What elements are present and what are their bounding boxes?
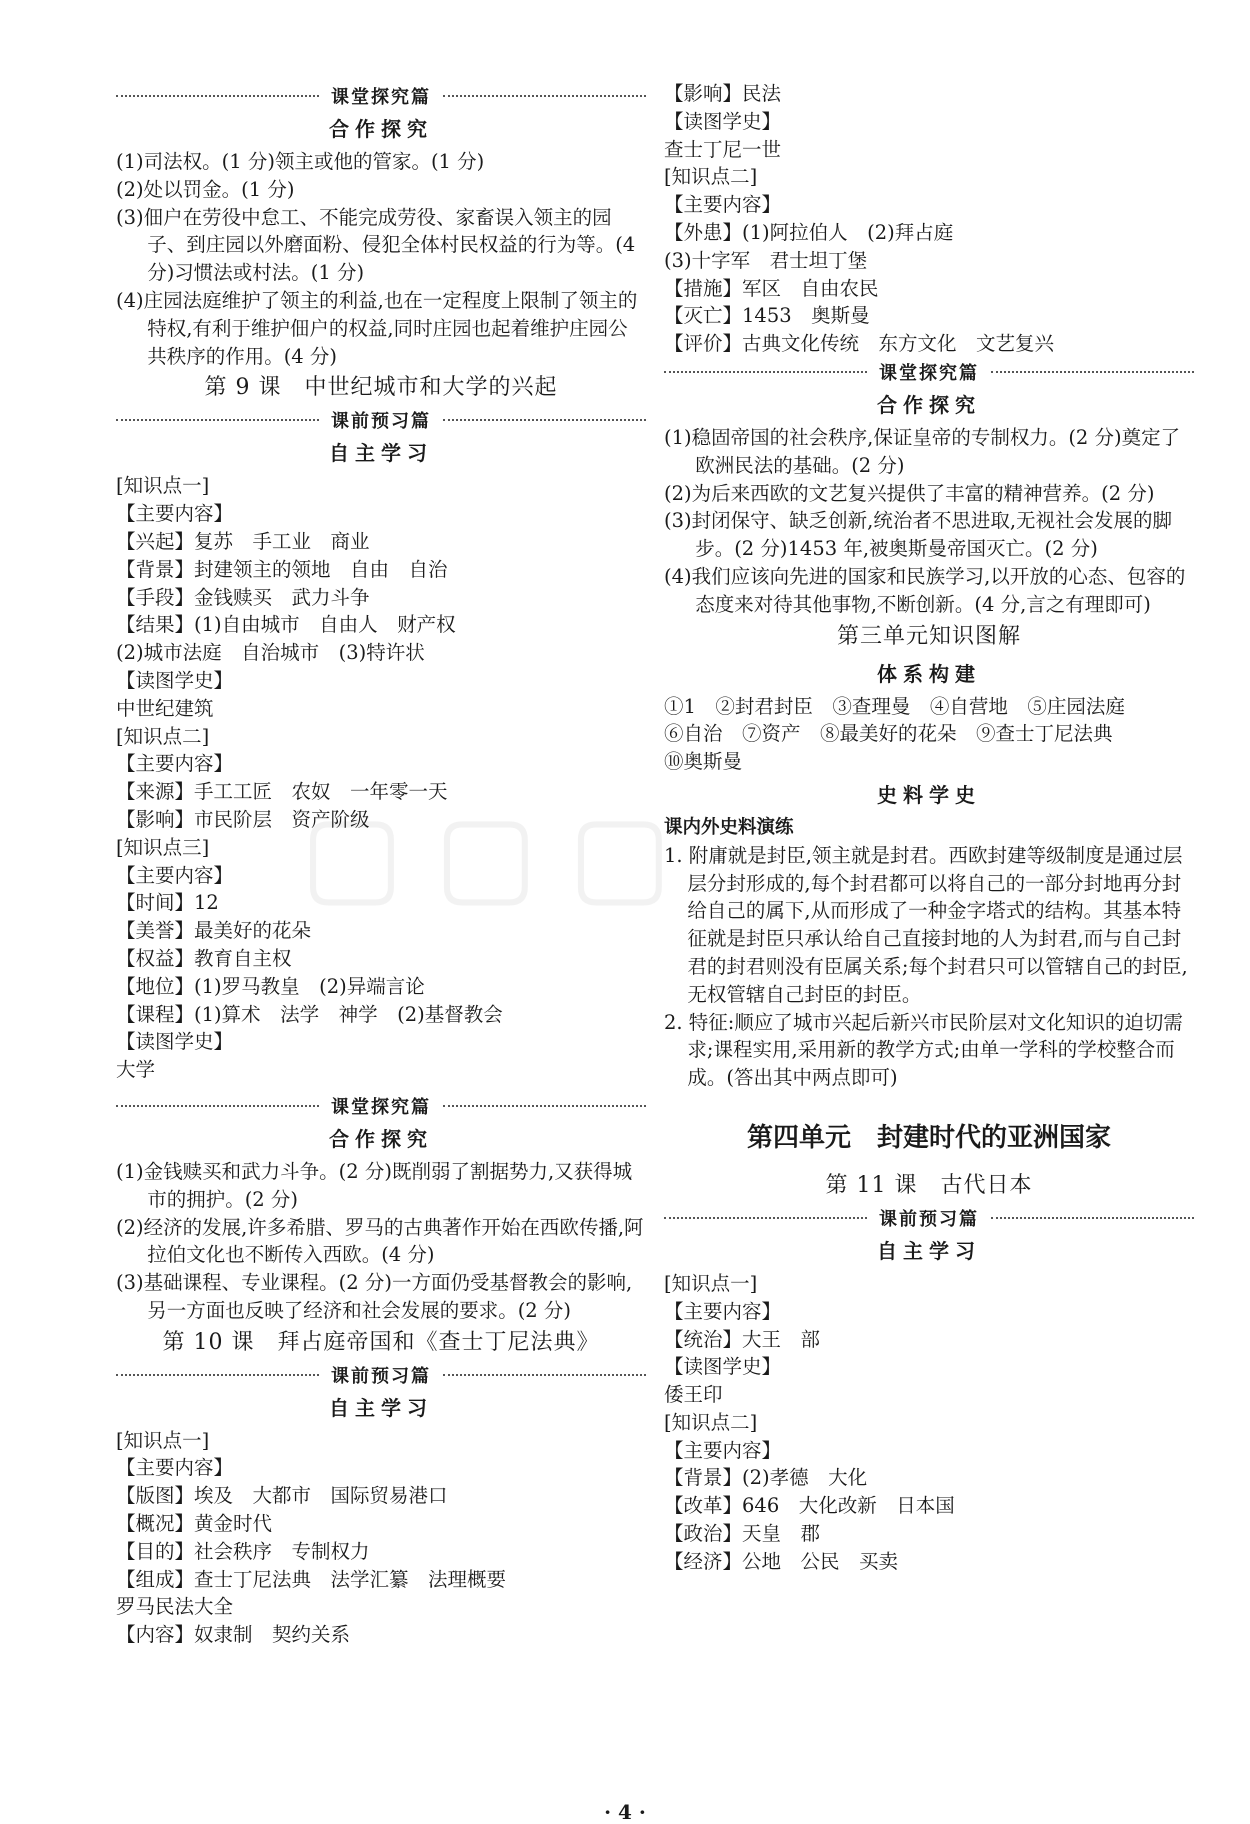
left-column <box>116 82 646 1649</box>
system-line: ⑥自治 ⑦资产 ⑧最美好的花朵 ⑨查士丁尼法典 <box>664 722 1113 746</box>
lesson-title: 第 11 课 古代日本 <box>825 1172 1033 1198</box>
drill-item: 2. 特征:顺应了城市兴起后新兴市民阶层对文化知识的迫切需求;课程实用,采用新的教学方式;由单一学科的学校整合而成。(答出其中两点即可) <box>664 1010 1183 1090</box>
list-item: 【课程】(1)算术 法学 神学 (2)基督教会 <box>116 1002 503 1026</box>
list-item: 【读图学史】 <box>116 1030 234 1054</box>
list-item: 【主要内容】 <box>664 1299 782 1323</box>
list-item: 【背景】(2)孝德 大化 <box>664 1466 868 1490</box>
list-item: 【主要内容】 <box>664 1438 782 1462</box>
answer-line: (3)佃户在劳役中怠工、不能完成劳役、家畜误入领主的园子、到庄园以外磨面粉、侵犯全体村民权益的行为等。(4 分)习惯法或村法。(1 分) <box>116 205 636 285</box>
drill-item: 1. 附庸就是封臣,领主就是封君。西欧封建等级制度是通过层层分封形成的,每个封君都可以将自己的一部分封地再分封给自己的属下,从而形成了一种金字塔式的结构。其基本特征就是封臣只承认给自己直接封地的人为封君,而与自己封君的封君则没有臣属关系;每个封君只可以管辖自己的封臣,无权管辖自己封臣的封臣。 <box>664 843 1188 1006</box>
answer-line: (3)基础课程、专业课程。(2 分)一方面仍受基督教会的影响,另一方面也反映了经济和社会发展的要求。(2 分) <box>116 1271 633 1322</box>
list-item: 【灭亡】1453 奥斯曼 <box>664 304 870 328</box>
system-line: ①1 ②封君封臣 ③查理曼 ④自营地 ⑤庄园法庭 <box>664 694 1125 718</box>
unit-diagram-title: 第三单元知识图解 <box>836 623 1021 649</box>
list-item: [知识点二] <box>664 165 758 189</box>
list-item: 【评价】古典文化传统 东方文化 文艺复兴 <box>664 332 1055 356</box>
list-item: 【兴起】复苏 手工业 商业 <box>116 529 370 553</box>
list-item: 【影响】市民阶层 资产阶级 <box>116 807 370 831</box>
list-item: 【组成】查士丁尼法典 法学汇纂 法理概要 <box>116 1567 507 1591</box>
list-item: 【地位】(1)罗马教皇 (2)异端言论 <box>116 974 425 998</box>
list-item: (2)城市法庭 自治城市 (3)特许状 <box>116 641 425 665</box>
section-divider: 课堂探究篇 <box>116 82 646 110</box>
answer-line: (2)为后来西欧的文艺复兴提供了丰富的精神营养。(2 分) <box>664 481 1155 505</box>
section-divider: 课堂探究篇 <box>116 1092 646 1120</box>
list-item: 【改革】646 大化改新 日本国 <box>664 1494 955 1518</box>
list-item: 【背景】封建领主的领地 自由 自治 <box>116 557 448 581</box>
answer-line: (1)金钱赎买和武力斗争。(2 分)既削弱了割据势力,又获得城市的拥护。(2 分) <box>116 1159 633 1211</box>
knowledge-list <box>116 472 646 1084</box>
section-subheading: 自主学习 <box>329 1395 433 1420</box>
list-item: 罗马民法大全 <box>116 1595 234 1619</box>
section-subheading: 自主学习 <box>877 1238 981 1263</box>
list-item: 【统治】大王 部 <box>664 1327 821 1351</box>
section-subheading: 史料学史 <box>877 782 981 807</box>
drill-title: 课内外史料演练 <box>664 816 794 838</box>
list-item: 【读图学史】 <box>664 1355 782 1379</box>
answer-line: (1)司法权。(1 分)领主或他的管家。(1 分) <box>116 150 485 173</box>
section-divider: 课前预习篇 <box>116 1361 646 1389</box>
page-number: · 4 · <box>604 1800 646 1824</box>
section-subheading: 合作探究 <box>329 117 433 141</box>
knowledge-list <box>116 1427 646 1649</box>
list-item: [知识点三] <box>116 835 210 859</box>
list-item: 查士丁尼一世 <box>664 137 782 161</box>
list-item: 【读图学史】 <box>116 668 234 692</box>
knowledge-list <box>664 1270 1194 1576</box>
list-item: 【影响】民法 <box>664 82 782 105</box>
list-item: 【主要内容】 <box>664 193 782 217</box>
list-item: 【权益】教育自主权 <box>116 946 292 970</box>
answer-line: (4)庄园法庭维护了领主的利益,也在一定程度上限制了领主的特权,有利于维护佃户的权益,同时庄园也起着维护庄园公共秩序的作用。(4 分) <box>116 288 638 368</box>
list-item: 【手段】金钱赎买 武力斗争 <box>116 585 370 609</box>
answer-line: (2)经济的发展,许多希腊、罗马的古典著作开始在西欧传播,阿拉伯文化也不断传入西欧。(4 分) <box>116 1215 644 1267</box>
section-subheading: 体系构建 <box>877 661 981 686</box>
lesson-title: 第 9 课 中世纪城市和大学的兴起 <box>204 375 558 401</box>
answer-line: (1)稳固帝国的社会秩序,保证皇帝的专制权力。(2 分)奠定了欧洲民法的基础。(2 分) <box>664 425 1181 477</box>
list-item: 中世纪建筑 <box>116 696 214 720</box>
system-line: ⑩奥斯曼 <box>664 750 743 774</box>
list-item: 大学 <box>116 1058 156 1082</box>
list-item: 【内容】奴隶制 契约关系 <box>116 1623 351 1647</box>
list-item: 【来源】手工工匠 农奴 一年零一天 <box>116 780 448 804</box>
list-item: 【目的】社会秩序 专制权力 <box>116 1539 370 1563</box>
section-subheading: 合作探究 <box>329 1126 433 1151</box>
answer-line: (4)我们应该向先进的国家和民族学习,以开放的心态、包容的态度来对待其他事物,不断创新。(4 分,言之有理即可) <box>664 564 1186 616</box>
list-item: (3)十字军 君士坦丁堡 <box>664 248 868 272</box>
lesson-title: 第 10 课 拜占庭帝国和《查士丁尼法典》 <box>162 1329 600 1355</box>
list-item: 【读图学史】 <box>664 109 782 133</box>
answer-line: (2)处以罚金。(1 分) <box>116 177 295 201</box>
list-item: 【主要内容】 <box>116 863 234 887</box>
list-item: [知识点二] <box>116 724 210 748</box>
list-item: 【外患】(1)阿拉伯人 (2)拜占庭 <box>664 220 954 244</box>
list-item: [知识点二] <box>664 1410 758 1434</box>
answer-line: (3)封闭保守、缺乏创新,统治者不思进取,无视社会发展的脚步。(2 分)1453 年,被奥斯曼帝国灭亡。(2 分) <box>664 509 1173 561</box>
list-item: [知识点一] <box>664 1271 758 1295</box>
list-item: 【主要内容】 <box>116 502 234 526</box>
section-divider: 课前预习篇 <box>116 406 646 434</box>
knowledge-list <box>664 80 1194 358</box>
watermark: ▢▢▢ <box>300 790 702 918</box>
list-item: 【经济】公地 公民 买卖 <box>664 1549 899 1573</box>
list-item: 【措施】军区 自由农民 <box>664 276 879 300</box>
list-item: 【版图】埃及 大都市 国际贸易港口 <box>116 1484 448 1508</box>
list-item: 【主要内容】 <box>116 752 234 776</box>
list-item: [知识点一] <box>116 474 210 498</box>
section-subheading: 合作探究 <box>877 392 981 417</box>
list-item: 【主要内容】 <box>116 1456 234 1480</box>
section-subheading: 自主学习 <box>329 441 433 466</box>
section-divider: 课前预习篇 <box>664 1204 1194 1232</box>
list-item: 【美誉】最美好的花朵 <box>116 919 312 943</box>
section-divider: 课堂探究篇 <box>664 358 1194 386</box>
list-item: 【结果】(1)自由城市 自由人 财产权 <box>116 613 456 637</box>
list-item: 【政治】天皇 郡 <box>664 1522 821 1546</box>
list-item: 【概况】黄金时代 <box>116 1512 273 1536</box>
list-item: 【时间】12 <box>116 891 219 915</box>
right-column <box>664 80 1194 1576</box>
list-item: 倭王印 <box>664 1383 723 1407</box>
list-item: [知识点一] <box>116 1428 210 1452</box>
unit-title: 第四单元 封建时代的亚洲国家 <box>746 1122 1111 1153</box>
